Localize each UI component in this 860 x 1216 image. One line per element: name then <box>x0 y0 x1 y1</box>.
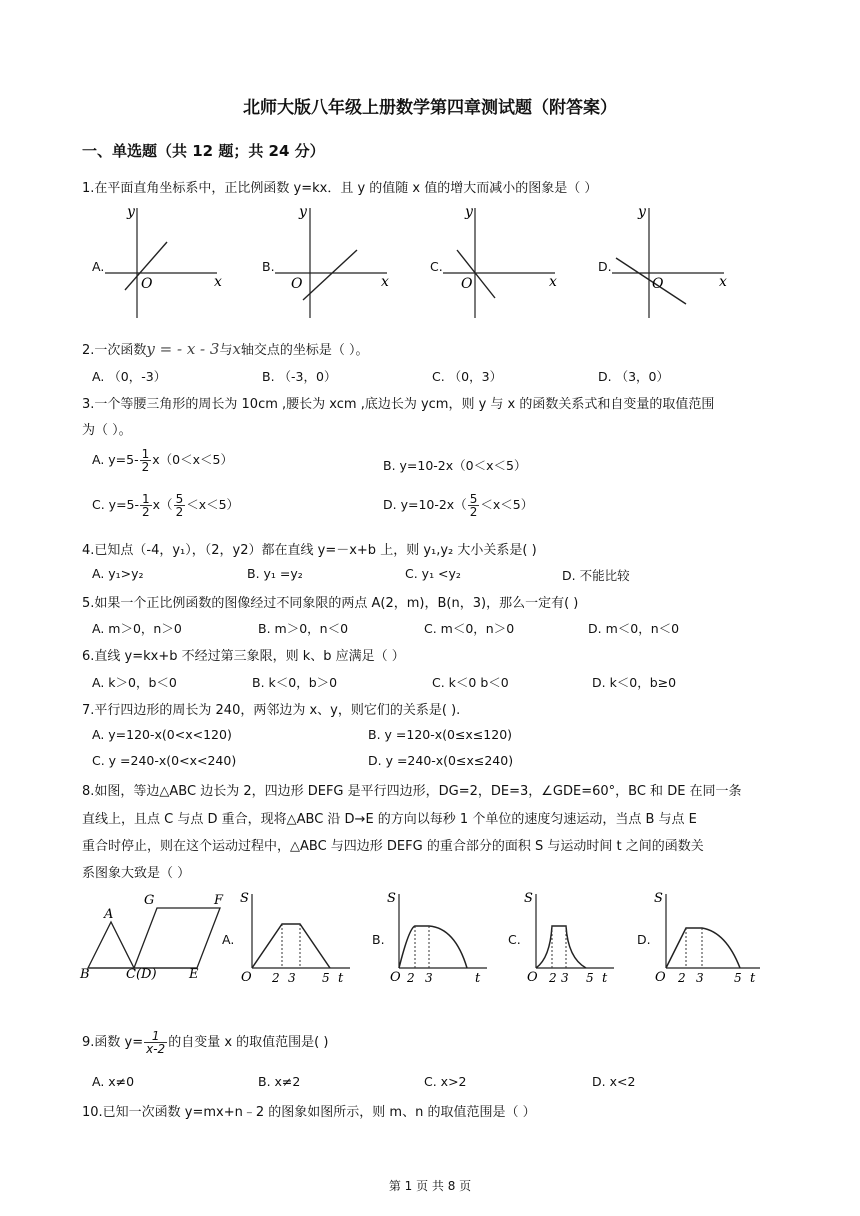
question-8-line-4: 系图象大致是（ ） <box>82 866 191 881</box>
q2-text-pre: 2.一次函数 <box>82 343 147 358</box>
q4-option-c: C. y₁ <y₂ <box>405 566 461 581</box>
svg-text:3: 3 <box>561 971 569 985</box>
question-4: 4.已知点（-4，y₁），（2，y2）都在直线 y=－x+b 上，则 y₁,y₂ 大小关系是( ) <box>82 543 537 558</box>
svg-text:2: 2 <box>272 971 280 985</box>
q3-option-c: C. y=5- $\frac{1}{2}$ x（ $\frac{5}{2}$ ＜x＜5） <box>92 492 240 519</box>
svg-text:C(D): C(D) <box>126 967 157 982</box>
q9-option-d: D. x<2 <box>592 1074 636 1089</box>
fraction-one-half: $\frac{1}{2}$ <box>142 492 150 519</box>
q4-option-d: D. 不能比较 <box>562 568 630 583</box>
q7-option-b: B. y =120-x(0≤x≤120) <box>368 727 513 742</box>
q3-option-d: D. y=10-2x（ $\frac{5}{2}$ ＜x＜5） <box>383 492 534 519</box>
svg-text:S: S <box>524 891 533 906</box>
question-8-line-1: 8.如图，等边△ABC 边长为 2，四边形 DEFG 是平行四边形，DG=2，DE=3，∠GDE=60°，BC 和 DE 在同一条 <box>82 784 742 799</box>
page-footer: 第 1 页 共 8 页 <box>388 1179 472 1193</box>
q1-option-c: C. <box>430 259 443 274</box>
q5-option-a: A. m＞0，n＞0 <box>92 621 182 636</box>
question-1: 1.在平面直角坐标系中，正比例函数 y=kx．且 y 的值随 x 值的增大而减小的图象是（ ） <box>82 181 598 196</box>
q4-option-a: A. y₁>y₂ <box>92 566 144 581</box>
question-7: 7.平行四边形的周长为 240，两邻边为 x、y，则它们的关系是( ). <box>82 703 461 718</box>
q2-text-post: 轴交点的坐标是（ ）。 <box>240 343 369 358</box>
svg-text:O: O <box>390 970 401 985</box>
q1-option-a: A. <box>92 259 105 274</box>
q1-graph-d <box>612 200 737 325</box>
svg-text:O: O <box>527 970 538 985</box>
svg-text:S: S <box>240 891 249 906</box>
origin-label: O <box>291 276 303 292</box>
question-3-line-1: 3.一个等腰三角形的周长为 10cm ,腰长为 xcm ,底边长为 ycm，则 y 与 x 的函数关系式和自变量的取值范围 <box>82 397 715 412</box>
svg-text:B: B <box>80 967 90 982</box>
question-3-line-2: 为（ ）。 <box>82 423 132 438</box>
q3-option-b: B. y=10-2x（0＜x＜5） <box>383 458 527 473</box>
q2-option-d: D. （3，0） <box>598 369 669 384</box>
x-axis-label: x <box>381 274 389 290</box>
svg-text:G: G <box>144 893 155 908</box>
y-axis-label: y <box>465 204 473 220</box>
q1-option-b: B. <box>262 259 275 274</box>
question-9: 9.函数 y= $\frac{1}{x-2}$ 的自变量 x 的取值范围是( ) <box>82 1029 329 1056</box>
svg-text:5: 5 <box>322 971 330 985</box>
q1-graph-b <box>275 200 400 325</box>
q2-option-b: B. （-3，0） <box>262 369 337 384</box>
svg-text:t: t <box>750 971 756 986</box>
q2-option-c: C. （0，3） <box>432 369 503 384</box>
svg-text:E: E <box>189 967 199 982</box>
fraction-five-halves: $\frac{5}{2}$ <box>469 492 478 519</box>
svg-text:3: 3 <box>696 971 704 985</box>
q4-option-b: B. y₁ =y₂ <box>247 566 303 581</box>
origin-label: O <box>141 276 153 292</box>
q5-option-b: B. m＞0，n＜0 <box>258 621 349 636</box>
origin-label: O <box>652 276 664 292</box>
q5-option-d: D. m＜0，n＜0 <box>588 621 680 636</box>
y-axis-label: y <box>127 204 135 220</box>
q9-option-c: C. x>2 <box>424 1074 467 1089</box>
q1-option-d: D. <box>598 259 612 274</box>
q2-equation: y = - x - 3 <box>146 340 220 358</box>
origin-label: O <box>461 276 473 292</box>
svg-text:t: t <box>338 971 344 986</box>
question-8-line-3: 重合时停止，则在这个运动过程中，△ABC 与四边形 DEFG 的重合部分的面积 S 与运动时间 t 之间的函数关 <box>82 839 704 854</box>
svg-text:S: S <box>387 891 396 906</box>
svg-text:2: 2 <box>407 971 415 985</box>
q6-option-a: A. k＞0，b＜0 <box>92 675 177 690</box>
fraction-one-half: $\frac{1}{2}$ <box>141 447 150 474</box>
svg-text:2: 2 <box>549 971 557 985</box>
question-8-line-2: 直线上，且点 C 与点 D 重合，现将△ABC 沿 D→E 的方向以每秒 1 个单位的速度匀速运动，当点 B 与点 E <box>82 812 697 827</box>
question-5: 5.如果一个正比例函数的图像经过不同象限的两点 A(2，m)，B(n，3)，那么一定有( ) <box>82 596 579 611</box>
q6-option-d: D. k＜0，b≥0 <box>592 675 677 690</box>
page-title: 北师大版八年级上册数学第四章测试题（附答案） <box>243 98 617 118</box>
q8-graph-a <box>238 888 358 988</box>
x-axis-label: x <box>719 274 727 290</box>
q9-option-a: A. x≠0 <box>92 1074 135 1089</box>
x-axis-label: x <box>549 274 557 290</box>
svg-text:F: F <box>214 893 224 908</box>
q2-option-a: A. （0，-3） <box>92 369 167 384</box>
svg-text:t: t <box>602 971 608 986</box>
q5-option-c: C. m＜0，n＞0 <box>424 621 515 636</box>
q6-option-c: C. k＜0 b＜0 <box>432 675 509 690</box>
y-axis-label: y <box>299 204 307 220</box>
question-10: 10.已知一次函数 y=mx+n﹣2 的图象如图所示，则 m、n 的取值范围是（ ） <box>82 1105 536 1120</box>
q1-graph-c <box>443 200 568 325</box>
y-axis-label: y <box>638 204 646 220</box>
svg-text:5: 5 <box>586 971 594 985</box>
q7-option-d: D. y =240-x(0≤x≤240) <box>368 753 514 768</box>
q9-option-b: B. x≠2 <box>258 1074 301 1089</box>
q1-graph-a <box>105 200 230 325</box>
q8-graph-c <box>522 888 622 988</box>
question-6: 6.直线 y=kx+b 不经过第三象限，则 k、b 应满足（ ） <box>82 649 405 664</box>
question-2 <box>82 339 369 358</box>
q8-option-d: D. <box>637 932 651 947</box>
q8-graph-d <box>652 888 767 988</box>
q8-graph-b <box>385 888 495 988</box>
svg-text:3: 3 <box>288 971 296 985</box>
section-heading: 一、单选题（共 12 题；共 24 分） <box>82 142 325 160</box>
q8-option-a: A. <box>222 932 235 947</box>
q8-option-c: C. <box>508 932 521 947</box>
q6-option-b: B. k＜0，b＞0 <box>252 675 338 690</box>
svg-text:O: O <box>241 970 252 985</box>
svg-text:t: t <box>475 971 481 986</box>
q2-text-mid: 与 <box>219 343 233 358</box>
q8-option-b: B. <box>372 932 385 947</box>
q2-variable: x <box>232 340 241 358</box>
svg-text:5: 5 <box>734 971 742 985</box>
svg-text:A: A <box>104 907 114 922</box>
x-axis-label: x <box>214 274 222 290</box>
q8-figure-parallelogram <box>78 888 228 983</box>
svg-text:3: 3 <box>425 971 433 985</box>
fraction-five-halves: $\frac{5}{2}$ <box>175 492 184 519</box>
svg-text:S: S <box>654 891 663 906</box>
fraction-one-over-x-minus-2: $\frac{1}{x-2}$ <box>146 1029 166 1056</box>
q7-option-c: C. y =240-x(0<x<240) <box>92 753 237 768</box>
svg-text:2: 2 <box>678 971 686 985</box>
svg-text:O: O <box>655 970 666 985</box>
q7-option-a: A. y=120-x(0<x<120) <box>92 727 232 742</box>
q3-option-a: A. y=5- $\frac{1}{2}$ x（0＜x＜5） <box>92 447 233 474</box>
